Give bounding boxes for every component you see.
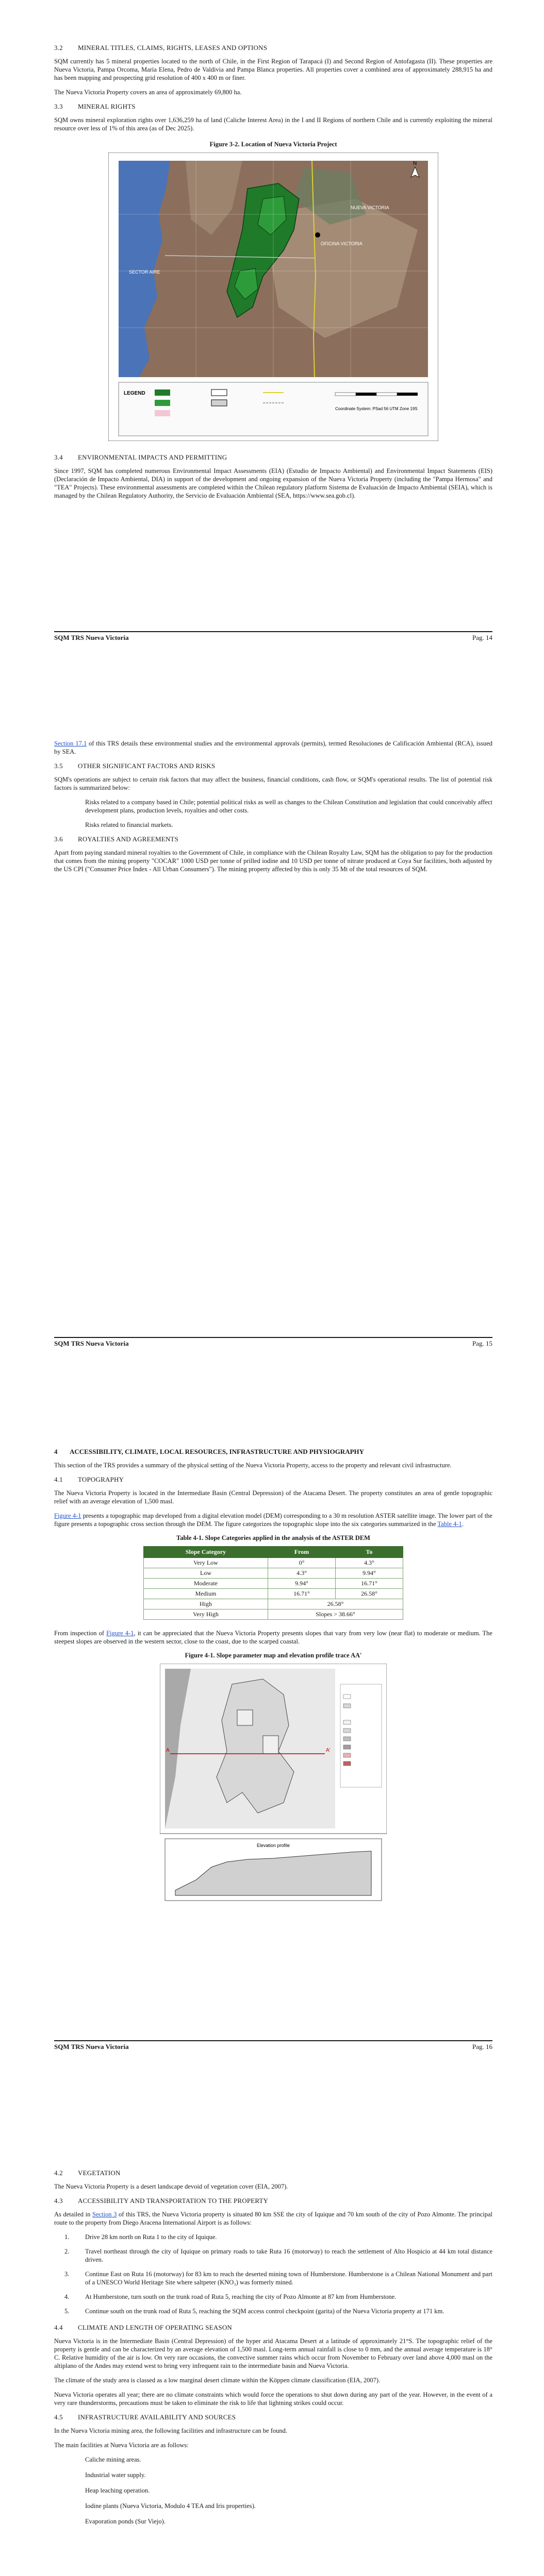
location-map xyxy=(108,152,438,441)
chapter-title: ACCESSIBILITY, CLIMATE, LOCAL RESOURCES, INFRASTRUCTURE AND PHYSIOGRAPHY xyxy=(70,1448,365,1455)
page-footer xyxy=(54,631,492,643)
label-sector: SECTOR AIRE xyxy=(129,269,160,275)
figure-caption: Figure 4-1. Slope parameter map and elevation profile trace AA' xyxy=(185,1652,362,1659)
figure-link[interactable]: Figure 4-1 xyxy=(106,1630,134,1637)
section-heading xyxy=(54,2169,492,2177)
page-14 xyxy=(0,0,544,703)
section-title: ROYALTIES AND AGREEMENTS xyxy=(78,835,179,843)
paragraph: SQM currently has 5 mineral properties located to the north of Chile, in the First Region of Tarapacá (I) and Second Region of Antofagasta (II). These properties are Nueva Victoria, Pampa Orcoma, María Elena, Pedro de Valdivia and Pampa Blanca properties. All properties cover a combined area of approximately 288,915 ha and has been mapping and prospecting grid resolution of 400 x 400 m or finer. xyxy=(54,58,492,81)
section-title: INFRASTRUCTURE AVAILABILITY AND SOURCES xyxy=(78,2413,236,2421)
table-row: Very Low 0° 4.3° xyxy=(144,1558,403,1568)
table-caption: Table 4-1. Slope Categories applied in the analysis of the ASTER DEM xyxy=(176,1534,370,1541)
section-heading xyxy=(54,2324,492,2332)
section-number: 3.5 xyxy=(54,762,63,770)
section-title: MINERAL TITLES, CLAIMS, RIGHTS, LEASES AND OPTIONS xyxy=(78,44,268,52)
paragraph: SQM's operations are subject to certain risk factors that may affect the business, financial conditions, cash flow, or SQM's operational results. The list of potential risk factors is summarized below: xyxy=(54,776,492,791)
table-row: Very High Slopes > 38.66° xyxy=(144,1609,403,1620)
page-17 xyxy=(0,2110,544,2576)
paragraph: Nueva Victoria operates all year; there are no climate constraints which would force the operations to shut down during any part of the year. However, in the event of a very rare thunderstorms, precautions must be taken to eliminate the risk to life that lightning strikes could occur. xyxy=(54,2391,492,2406)
facility-item: Iodine plants (Nueva Victoria, Modulo 4 TEA and Iris properties). xyxy=(85,2502,256,2510)
svg-text:N: N xyxy=(413,161,417,166)
section-heading xyxy=(54,2413,492,2421)
table-row: Moderate 9.94° 16.71° xyxy=(144,1579,403,1589)
page-footer xyxy=(54,1337,492,1349)
facility-item: Industrial water supply. xyxy=(85,2471,146,2479)
table-row: Medium 16.71° 26.58° xyxy=(144,1589,403,1599)
table-row: Low 4.3° 9.94° xyxy=(144,1568,403,1579)
risk-item: Risks related to financial markets. xyxy=(85,821,173,828)
header-cell: To xyxy=(336,1547,403,1558)
section-number: 4.1 xyxy=(54,1476,63,1483)
section-title: OTHER SIGNIFICANT FACTORS AND RISKS xyxy=(78,762,216,770)
footer-label: SQM TRS Nueva Victoria xyxy=(54,2043,129,2050)
profile-title: Elevation profile xyxy=(256,1843,290,1848)
section-link[interactable]: Section 3 xyxy=(92,2211,117,2218)
paragraph: Figure 4-1 presents a topographic map developed from a digital elevation model (DEM) corresponding to a 30 m resolution ASTER satellite image. The lower part of the figure presents a topographic cross section through the DEM. The figure categorizes the topographic slope into the six categories summarized in the Table 4-1. xyxy=(54,1512,492,1528)
page-footer xyxy=(54,2040,492,2053)
route-step: 5. Continue south on the trunk road of Ruta 5, reaching the SQM access control checkpoint (garita) of the Nueva Victoria property at 171 km. xyxy=(64,2308,444,2315)
route-step: 1. Drive 28 km north on Ruta 1 to the city of Iquique. xyxy=(64,2233,217,2241)
svg-text:A': A' xyxy=(326,1748,331,1753)
paragraph: As detailed in Section 3 of this TRS, the Nueva Victoria property is situated 80 km SSE the city of Iquique and 70 km south of the city of Pozo Almonte. The principal route to the property from Diego Aracena International Airport is as follows: xyxy=(54,2211,492,2226)
paragraph: Nueva Victoria is in the Intermediate Basin (Central Depression) of the hyper arid Atacama Desert at a latitude of approximately 21°S. The topographic relief of the property is gentle and can be characterized by an average elevation of 1,500 masl. Long-term annual rainfall is close to 0 mm, and the annual average temperature is 18° C. Relative humidity of the air is low. On very rare occasions, the convective summer rains which occur from November to February over land above 4,000 masl on the altiplano of the Andes may extend west to bring very infrequent rain to the intermediate basin and Nueva Victoria. xyxy=(54,2337,492,2369)
paragraph: This section of the TRS provides a summary of the physical setting of the Nueva Victoria Property, access to the property and relevant civil infrastructure. xyxy=(54,1462,452,1469)
section-heading xyxy=(54,1476,492,1484)
facility-item: Heap leaching operation. xyxy=(85,2487,150,2494)
section-number: 3.4 xyxy=(54,453,63,461)
figure-link[interactable]: Figure 4-1 xyxy=(54,1512,81,1519)
section-heading xyxy=(54,2197,492,2205)
paragraph: Section 17.1 of this TRS details these environmental studies and the environmental approvals (permits), termed Resoluciones de Calificación Ambiental (RCA), issued by SEA. xyxy=(54,740,493,755)
route-step: 2. Travel northeast through the city of Iquique on primary roads to take Ruta 16 (motorway) to reach the settlement of Alto Hospicio at 44 km total distance driven. xyxy=(64,2248,492,2263)
section-number: 4.3 xyxy=(54,2197,63,2205)
section-title: VEGETATION xyxy=(78,2169,121,2177)
table-header-row xyxy=(144,1547,403,1558)
camp-marker xyxy=(315,232,320,238)
section-number: 3.3 xyxy=(54,103,63,110)
section-heading xyxy=(54,835,492,843)
slope-table xyxy=(143,1546,403,1620)
chapter-number: 4 xyxy=(54,1448,58,1455)
map-legend xyxy=(119,382,428,436)
legend-title: LEGEND xyxy=(124,391,145,396)
paragraph: The Nueva Victoria Property is located in the Intermediate Basin (Central Depression) of the Atacama Desert. The property constitutes an area of gentle topographic relief with an average elevation of 1,500 masl. xyxy=(54,1489,492,1505)
section-number: 4.5 xyxy=(54,2413,63,2421)
paragraph: The main facilities at Nueva Victoria are as follows: xyxy=(54,2442,189,2449)
route-step: 3. Continue East on Ruta 16 (motorway) for 83 km to reach the deserted mining town of Humberstone. Humberstone is a Chilean National Monument and part of a UNESCO World Heritage Site where saltpeter (KNO₃) was formerly mined. xyxy=(64,2270,492,2286)
paragraph: Apart from paying standard mineral royalties to the Government of Chile, in compliance with the Chilean Royalty Law, SQM has the obligation to pay for the production that comes from the mining property "COCAR" 1000 USD per tonne of prilled iodine and 10 USD per tonne of nitrate produced at Coya Sur facilities, both adjusted by the US CPI ("Consumer Price Index - All Urban Consumers"). The mining property affected by this is only 35 Mt of the total resources of SQM. xyxy=(54,849,492,873)
paragraph: The Nueva Victoria Property is a desert landscape devoid of vegetation cover (EIA, 2007). xyxy=(54,2183,288,2190)
coord-note: Coordinate System: PSad 56 UTM Zone 19S xyxy=(335,406,418,411)
route-step: 4. At Humberstone, turn south on the trunk road of Ruta 5, reaching the city of Pozo Almonte at 87 km from Humberstone. xyxy=(64,2293,397,2300)
facility-item: Caliche mining areas. xyxy=(85,2456,141,2463)
page-16 xyxy=(0,1406,544,2110)
section-number: 3.6 xyxy=(54,835,63,843)
page-number: Pag. 14 xyxy=(472,634,492,641)
paragraph: In the Nueva Victoria mining area, the following facilities and infrastructure can be found. xyxy=(54,2427,287,2434)
section-title: MINERAL RIGHTS xyxy=(78,103,136,110)
svg-text:A: A xyxy=(166,1748,170,1753)
footer-label: SQM TRS Nueva Victoria xyxy=(54,634,129,641)
chapter-heading xyxy=(54,1448,492,1456)
section-title: ENVIRONMENTAL IMPACTS AND PERMITTING xyxy=(78,453,227,461)
section-title: CLIMATE AND LENGTH OF OPERATING SEASON xyxy=(78,2324,233,2331)
section-number: 4.4 xyxy=(54,2324,63,2331)
table-link[interactable]: Table 4-1 xyxy=(437,1520,462,1528)
paragraph: From inspection of Figure 4-1, it can be appreciated that the Nueva Victoria Property presents slopes that vary from very low (near flat) to moderate or medium. The steepest slopes are observed in the western sector, close to the coast, due to the scarped coastal. xyxy=(54,1630,492,1645)
paragraph: The climate of the study area is classed as a low marginal desert climate within the Köppen climate classification (EIA, 2007). xyxy=(54,2377,381,2384)
section-heading xyxy=(54,762,492,770)
map-legend xyxy=(340,1684,382,1787)
section-title: ACCESSIBILITY AND TRANSPORTATION TO THE PROPERTY xyxy=(78,2197,269,2205)
table-row: High 26.58° xyxy=(144,1599,403,1609)
page-15 xyxy=(0,703,544,1406)
paragraph: Since 1997, SQM has completed numerous Environmental Impact Assessments (EIA) (Estudio de Impacto Ambiental) and Environmental Impact Statements (EIS) (Declaración de Impacto Ambiental, DIA) in support of the development and ongoing expansion of the Nueva Victoria Property (including the "Pampa Hermosa" and "TEA" Projects). These environmental assessments are completed within the Chilean regulatory platform Sistema de Evaluación de Impacto Ambiental (SEIA), which is managed by the Chilean Regulatory Authority, the Servicio de Evaluación Ambiental (SEA, https://www.sea.gob.cl). xyxy=(54,467,492,499)
label-camp: OFICINA VICTORIA xyxy=(321,241,362,246)
section-heading xyxy=(54,103,492,111)
slope-map xyxy=(160,1664,387,1906)
paragraph: SQM owns mineral exploration rights over 1,636,259 ha of land (Caliche Interest Area) in the I and II Regions of northern Chile and is currently exploiting the mineral resource over less of 1% of this area (as of Dec 2025). xyxy=(54,116,492,132)
risk-item: Risks related to a company based in Chile; potential political risks as well as changes to the Chilean Constitution and legislation that could conceivably affect development plans, production levels, royalties and other costs. xyxy=(85,799,492,814)
section-number: 4.2 xyxy=(54,2169,63,2177)
section-title: TOPOGRAPHY xyxy=(78,1476,124,1483)
label-project: NUEVA VICTORIA xyxy=(351,205,389,210)
page-number: Pag. 15 xyxy=(472,1340,492,1347)
facility-item: Evaporation ponds (Sur Viejo). xyxy=(85,2518,166,2525)
header-cell: Slope Category xyxy=(144,1547,268,1558)
section-link[interactable]: Section 17.1 xyxy=(54,740,87,747)
page-number: Pag. 16 xyxy=(472,2043,492,2050)
footer-label: SQM TRS Nueva Victoria xyxy=(54,1340,129,1347)
section-heading xyxy=(54,453,492,462)
paragraph: The Nueva Victoria Property covers an area of approximately 69,800 ha. xyxy=(54,89,242,96)
figure-caption: Figure 3-2. Location of Nueva Victoria Project xyxy=(209,141,337,148)
section-number: 3.2 xyxy=(54,44,63,52)
section-heading xyxy=(54,44,492,52)
header-cell: From xyxy=(268,1547,336,1558)
